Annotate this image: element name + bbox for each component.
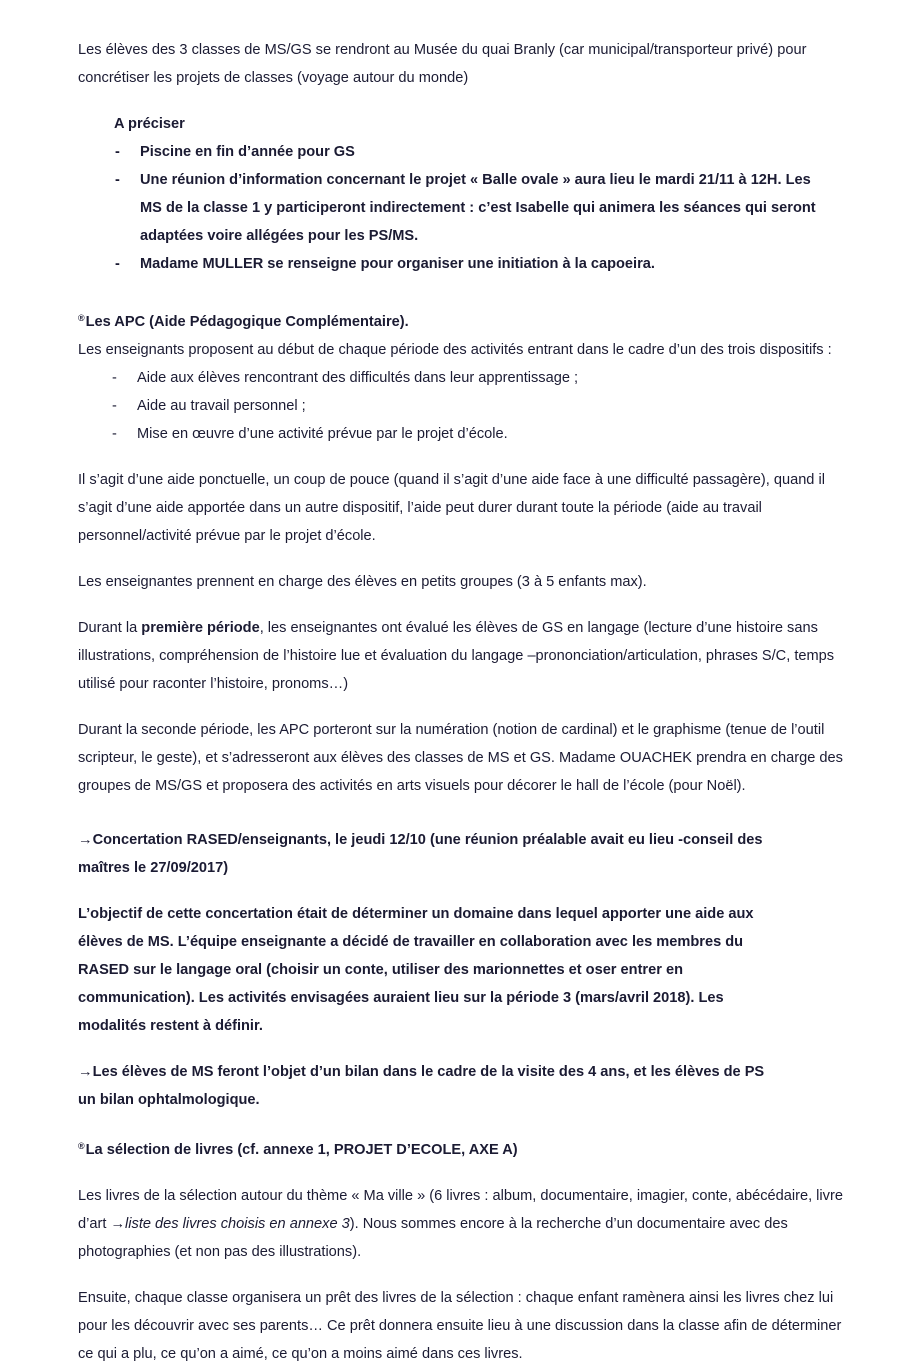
spacer: [78, 1164, 846, 1182]
apc-petits-groupes-paragraph: Les enseignantes prennent en charge des élèves en petits groupes (3 à 5 enfants max).: [78, 574, 647, 590]
livres-selection-prefix: Les livres de la sélection autour du thème « Ma ville » (6 livres : album, documentaire, imagier, conte, abécédaire, livre d’art →: [78, 1188, 843, 1232]
arrow-right-icon: →: [78, 1064, 93, 1080]
rased-objectif-paragraph: L’objectif de cette concertation était de déterminer un domaine dans lequel apporter une aide aux élèves de MS. L’équipe enseignante a décidé de travailler en collaboration avec les membres du RASED sur le langage oral (choisir un conte, utiliser des marionnettes et oser entrer en communication). Les activités envisagées auraient lieu sur la période 3 (mars/avril 2018). Les modalités restent à définir.: [78, 906, 754, 1034]
spacer: [78, 698, 846, 716]
rased-concertation-label: Concertation RASED/enseignants, le jeudi 12/10 (une réunion préalable avait eu lieu -conseil des maîtres le 27/09/2017): [78, 832, 763, 876]
dash-marker: -: [115, 144, 120, 160]
list-item-label: Une réunion d’information concernant le projet « Balle ovale » aura lieu le mardi 21/11 à 12H. Les MS de la classe 1 y participeront indirectement : c’est Isabelle qui animera les séances qui seront adaptées voire allégées pour les PS/MS.: [140, 172, 816, 244]
arrow-right-icon: →: [78, 832, 93, 848]
intro-list: [115, 138, 830, 278]
spacer: [78, 92, 846, 110]
rased-concertation-heading: [78, 826, 780, 882]
spacer: [78, 1114, 846, 1132]
apc-intro-paragraph: Les enseignants proposent au début de chaque période des activités entrant dans le cadre d’un des trois dispositifs :: [78, 342, 832, 358]
apc-aide-ponctuelle-paragraph: Il s’agit d’une aide ponctuelle, un coup de pouce (quand il s’agit d’une aide face à une difficulté passagère), quand il s’agit d’une aide apportée dans un autre dispositif, l’aide peut durer durant toute la période (aide au travail personnel/activité prévue par le projet d’école.: [78, 472, 825, 544]
livres-section-heading-label: La sélection de livres (cf. annexe 1, PROJET D’ECOLE, AXE A): [85, 1142, 518, 1158]
premiere-periode-suffix: , les enseignantes ont évalué les élèves de GS en langage (lecture d’une histoire sans illustrations, compréhension de l’histoire lue et évaluation du langage –prononciation/articulation, phrases S/C, temps utilisé pour raconter l’histoire, pronoms…): [78, 620, 835, 692]
livres-pret-paragraph: Ensuite, chaque classe organisera un prêt des livres de la sélection : chaque enfant ramènera ainsi les livres chez lui pour les découvrir avec ses parents… Ce prêt donnera ensuite lieu à une discussion dans la classe afin de déterminer ce qui a plu, ce qu’on a aimé, ce qu’on a moins aimé dans ces livres.: [78, 1290, 842, 1362]
spacer: [78, 448, 846, 466]
intro-subheading: A préciser: [114, 116, 185, 132]
rased-bilan-label: Les élèves de MS feront l’objet d’un bilan dans le cadre de la visite des 4 ans, et les élèves de PS un bilan ophtalmologique.: [78, 1064, 765, 1108]
list-item-label: Piscine en fin d’année pour GS: [140, 144, 355, 160]
spacer: [78, 278, 846, 304]
list-item: [115, 166, 830, 250]
list-item-label: Aide aux élèves rencontrant des difficultés dans leur apprentissage ;: [137, 370, 579, 386]
dash-marker: -: [112, 426, 117, 442]
rased-bilan-paragraph: [78, 1058, 780, 1114]
section-marker-icon: ®: [78, 313, 85, 323]
dash-marker: -: [115, 172, 120, 188]
dash-marker: -: [112, 398, 117, 414]
livres-section-heading: [78, 1132, 846, 1164]
apc-section-heading: [78, 304, 846, 336]
premiere-periode-bold: première période: [141, 620, 260, 636]
spacer: [78, 1040, 846, 1058]
list-item: [112, 392, 812, 420]
list-item: [112, 420, 812, 448]
list-item: [115, 138, 830, 166]
livres-selection-suffix: ). Nous sommes encore à la recherche d’un documentaire avec des photographies (et non pas des illustrations).: [78, 1216, 788, 1260]
apc-section-heading-label: Les APC (Aide Pédagogique Complémentaire).: [85, 314, 409, 330]
apc-dispositifs-list: [112, 364, 812, 448]
intro-paragraph: Les élèves des 3 classes de MS/GS se rendront au Musée du quai Branly (car municipal/transporteur privé) pour concrétiser les projets de classes (voyage autour du monde): [78, 42, 807, 86]
document-body: [78, 36, 846, 1368]
spacer: [78, 882, 846, 900]
spacer: [78, 1266, 846, 1284]
livres-selection-italic: liste des livres choisis en annexe 3: [125, 1216, 350, 1232]
list-item: [112, 364, 812, 392]
list-item-label: Mise en œuvre d’une activité prévue par le projet d’école.: [137, 426, 508, 442]
apc-premiere-periode-paragraph: [78, 614, 846, 698]
livres-selection-paragraph: [78, 1182, 846, 1266]
dash-marker: -: [115, 256, 120, 272]
section-marker-icon: ®: [78, 1141, 85, 1151]
premiere-periode-prefix: Durant la: [78, 620, 142, 636]
list-item-label: Madame MULLER se renseigne pour organiser une initiation à la capoeira.: [140, 256, 655, 272]
dash-marker: -: [112, 370, 117, 386]
spacer: [78, 550, 846, 568]
list-item: [115, 250, 830, 278]
spacer: [78, 596, 846, 614]
apc-seconde-periode-paragraph: Durant la seconde période, les APC porteront sur la numération (notion de cardinal) et le graphisme (tenue de l’outil scripteur, le geste), et s’adresseront aux élèves des classes de MS et GS. Madame OUACHEK prendra en charge des groupes de MS/GS et proposera des activités en arts visuels pour décorer le hall de l’école (pour Noël).: [78, 722, 843, 794]
spacer: [78, 800, 846, 826]
list-item-label: Aide au travail personnel ;: [137, 398, 306, 414]
